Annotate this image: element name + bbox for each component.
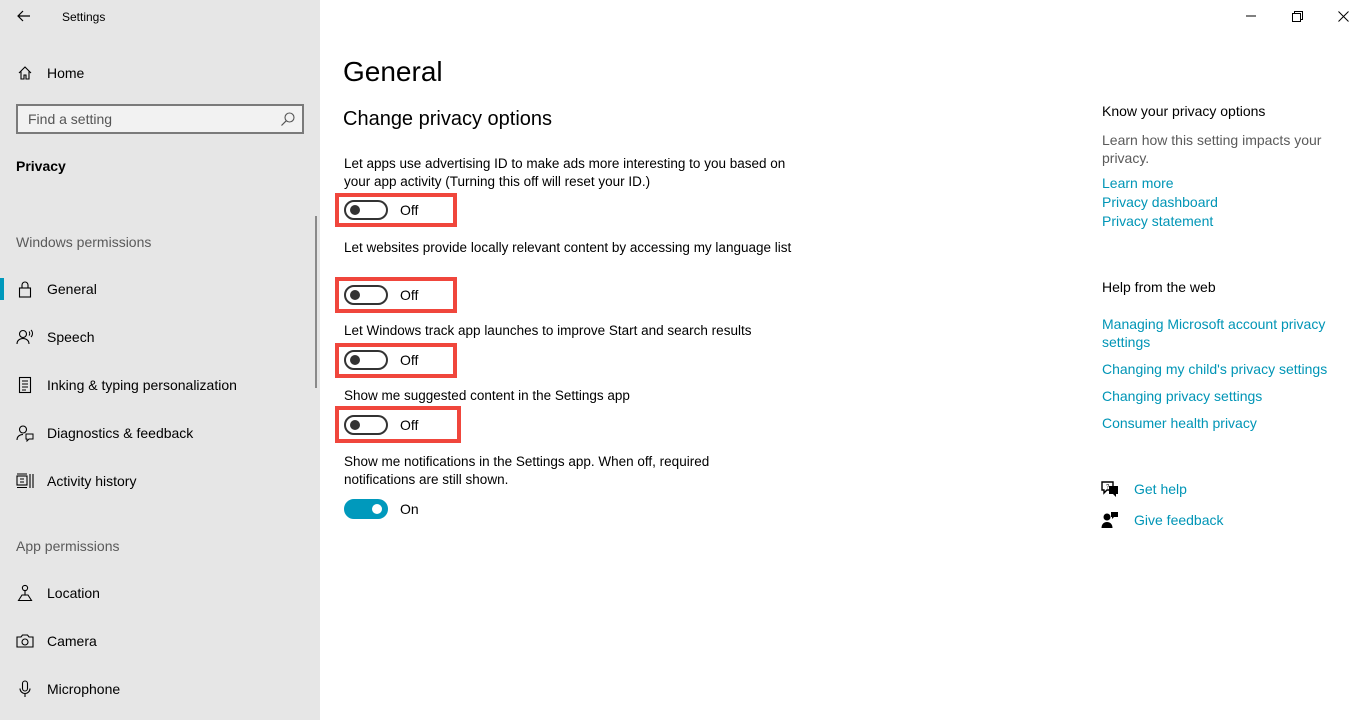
sidebar-item-label: Home (47, 65, 85, 81)
sidebar-item-label: Activity history (47, 473, 137, 489)
sidebar-item-location[interactable] (0, 571, 320, 615)
privacy-dashboard-link[interactable]: Privacy dashboard (1102, 194, 1218, 210)
give-feedback-link[interactable] (1100, 509, 1224, 531)
toggle-state-label: Off (400, 287, 419, 303)
privacy-statement-link[interactable]: Privacy statement (1102, 213, 1214, 229)
setting-notifications-label: Show me notifications in the Settings app. When off, required notifications are still shown. (344, 454, 710, 487)
sidebar-item-label: Inking & typing personalization (47, 377, 237, 393)
sidebar-item-label: Location (47, 585, 100, 601)
app-title: Settings (62, 10, 106, 24)
sidebar-item-inking-typing[interactable] (0, 363, 320, 407)
search-icon (280, 111, 296, 127)
know-privacy-heading: Know your privacy options (1102, 103, 1266, 119)
toggle-state-label: Off (400, 352, 419, 368)
restore-icon (1292, 11, 1303, 22)
language-list-toggle[interactable] (344, 284, 418, 306)
close-button[interactable] (1320, 0, 1366, 32)
help-from-web-heading: Help from the web (1102, 279, 1216, 295)
toggle-state-label: On (400, 501, 419, 517)
toggle-knob (350, 290, 360, 300)
restore-button[interactable] (1274, 0, 1320, 32)
location-icon (16, 584, 34, 602)
toggle-switch[interactable] (344, 415, 388, 435)
section-title: Change privacy options (343, 108, 553, 130)
toggle-knob (350, 205, 360, 215)
know-privacy-text: Learn how this setting impacts your privacy. (1102, 132, 1322, 166)
sidebar-item-diagnostics[interactable] (0, 411, 320, 455)
sidebar (0, 0, 320, 720)
sidebar-item-label: Microphone (47, 681, 121, 697)
setting-app-launches-label: Let Windows track app launches to improve Start and search results (344, 323, 752, 338)
setting-suggested-content-label: Show me suggested content in the Settings app (344, 388, 630, 403)
selection-indicator (0, 278, 4, 300)
managing-account-privacy-link[interactable]: Managing Microsoft account privacy settings (1102, 316, 1326, 350)
close-icon (1338, 11, 1349, 22)
toggle-switch[interactable] (344, 285, 388, 305)
sidebar-item-label: General (47, 281, 97, 297)
inking-icon (16, 376, 34, 394)
speech-icon (16, 328, 34, 346)
toggle-state-label: Off (400, 202, 419, 218)
search-box[interactable] (16, 104, 304, 134)
toggle-knob (350, 355, 360, 365)
section-windows-permissions: Windows permissions (16, 234, 152, 250)
sidebar-item-camera[interactable] (0, 619, 320, 663)
learn-more-link[interactable]: Learn more (1102, 175, 1174, 191)
sidebar-item-general[interactable] (0, 267, 320, 311)
toggle-switch[interactable] (344, 499, 388, 519)
notifications-toggle[interactable] (344, 498, 419, 520)
sidebar-item-microphone[interactable] (0, 667, 320, 711)
diagnostics-icon (16, 424, 34, 442)
child-privacy-settings-link[interactable]: Changing my child's privacy settings (1102, 361, 1328, 377)
back-button[interactable] (10, 4, 38, 28)
activity-history-icon (16, 472, 34, 490)
search-input[interactable] (18, 106, 268, 132)
setting-language-list-label: Let websites provide locally relevant content by accessing my language list (344, 240, 792, 255)
give-feedback-label: Give feedback (1134, 512, 1224, 528)
toggle-knob (350, 420, 360, 430)
consumer-health-privacy-link[interactable]: Consumer health privacy (1102, 415, 1257, 431)
sidebar-item-home[interactable] (0, 51, 320, 95)
sidebar-item-label: Diagnostics & feedback (47, 425, 194, 441)
advertising-id-toggle[interactable] (344, 199, 418, 221)
sidebar-item-activity-history[interactable] (0, 459, 320, 503)
give-feedback-icon (1100, 510, 1120, 530)
minimize-icon (1246, 11, 1256, 21)
get-help-link[interactable] (1100, 478, 1187, 500)
suggested-content-toggle[interactable] (344, 414, 418, 436)
get-help-icon (1100, 479, 1120, 499)
sidebar-item-label: Speech (47, 329, 95, 345)
home-icon (16, 64, 34, 82)
lock-icon (16, 280, 34, 298)
microphone-icon (16, 680, 34, 698)
sidebar-item-label: Camera (47, 633, 97, 649)
sidebar-item-speech[interactable] (0, 315, 320, 359)
app-launches-toggle[interactable] (344, 349, 418, 371)
toggle-knob (372, 504, 382, 514)
section-app-permissions: App permissions (16, 538, 120, 554)
toggle-switch[interactable] (344, 200, 388, 220)
toggle-state-label: Off (400, 417, 419, 433)
category-title: Privacy (16, 158, 66, 174)
changing-privacy-settings-link[interactable]: Changing privacy settings (1102, 388, 1263, 404)
minimize-button[interactable] (1228, 0, 1274, 32)
setting-advertising-id-label: Let apps use advertising ID to make ads more interesting to you based on your app activity (Turning this off will reset your ID.) (344, 156, 786, 189)
page-title: General (343, 56, 443, 87)
toggle-switch[interactable] (344, 350, 388, 370)
get-help-label: Get help (1134, 481, 1187, 497)
back-arrow-icon (17, 10, 31, 22)
camera-icon (16, 632, 34, 650)
svg-text:?: ? (1106, 484, 1110, 491)
